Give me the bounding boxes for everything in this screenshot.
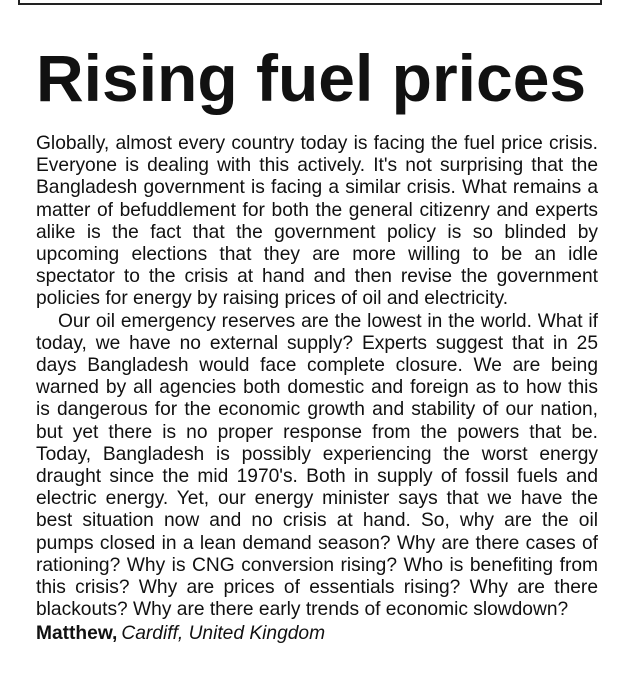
- top-border-rule: [18, 0, 602, 5]
- article-headline: Rising fuel prices: [36, 41, 587, 115]
- letter-body: [36, 133, 598, 646]
- paragraph-1: Globally, almost every country today is facing the fuel price crisis. Everyone is dealing with this actively. It's not surprising that the Bangladesh government is facing a similar crisis. What remains a matter of befuddlement for both the general citizenry and experts alike is the fact that the government policy is so blinded by upcoming elections that they are more willing to be an idle spectator to the crisis at hand and then revise the government policies for energy by raising prices of oil and electricity.: [36, 133, 598, 310]
- author-name: Matthew: [36, 623, 113, 645]
- author-location: Cardiff, United Kingdom: [121, 623, 326, 645]
- paragraph-2: Our oil emergency reserves are the lowest in the world. What if today, we have no external supply? Experts suggest that in 25 days Bangladesh would face complete closure. We are being warned by all agencies both domestic and foreign as to how this is dangerous for the economic growth and stability of our nation, but yet there is no proper response from the powers that be. Today, Bangladesh is possibly experiencing the worst energy draught since the mid 1970's. Both in supply of fossil fuels and electric energy. Yet, our energy minister says that we have the best situation now and no crisis at hand. So, why are the oil pumps closed in a lean demand season? Why are there cases of rationing? Why is CNG conversion rising? Who is benefiting from this crisis? Why are prices of essentials rising? Why are there blackouts? Why are there early trends of economic slowdown?: [36, 310, 598, 621]
- signature-separator: ,: [112, 623, 118, 645]
- letter-signature: [36, 623, 598, 645]
